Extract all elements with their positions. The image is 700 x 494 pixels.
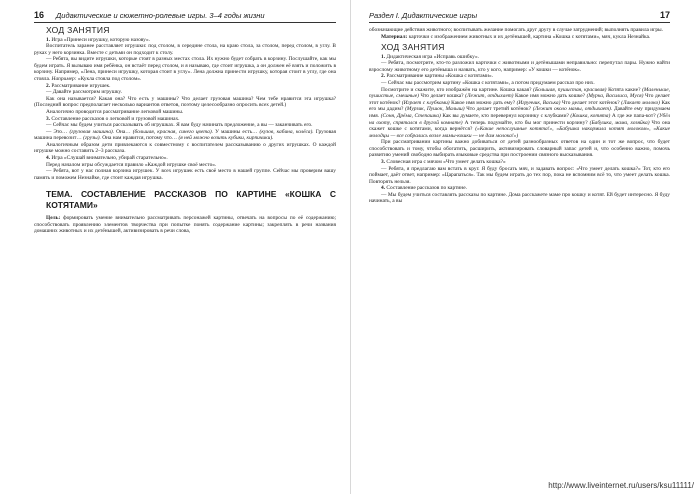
paragraph: — Давайте рассмотрим игрушку.	[46, 89, 122, 96]
paragraph: 2. Рассматривание игрушек.	[46, 82, 111, 89]
paragraph: 1. Игра «Принеси игрушку, которую назову».	[46, 36, 151, 43]
paragraph: — Ребята, вы видите игрушки, которые стоят в разных местах стола. Их нужно будет собрать в корзину. Послушайте, как мы будем играть. Я вызываю имя ребёнка, он встаёт перед столом, и я называю, где стоит игрушка, а он должен её взять и положить в корзину. Например, «Лена, принеси игрушку, которая стоит в углу». Лена должна принести игрушку, которая стоит в углу, где она стояла. Например: «Кукла стояла под столом».	[34, 56, 336, 83]
paragraph: Как она называется? Какая она? Что есть у машины? Что делает грузовая машина? Чем тебе нравится эта игрушка? (Последний вопрос предполагает несколько вариантов ответов, поэтому целесообразно опросить всех детей.)	[34, 95, 336, 109]
watermark-url: http://www.liveinternet.ru/users/ksu11111/	[548, 481, 694, 490]
paragraph: Воспитатель заранее расставляет игрушки: под столом, в середине стола, на краю стола, за столом, перед столом, в углу. В руках у него корзинка. Вместе с детьми он подходит к столу.	[34, 43, 336, 56]
paragraph: — Мы будем учиться составлять рассказы по картине. Дома расскажете маме про кошку и котят. Ей будет интересно. Я буду начинать, а вы	[369, 191, 670, 205]
paragraph: 3. Словесная игра с мячом «Что умеет делать кошка?»	[381, 158, 506, 165]
page-number-right: 17	[659, 10, 670, 20]
running-head-left	[34, 10, 336, 23]
page-number-left: 16	[34, 10, 45, 20]
paragraph: — Это… (грузовая машина). Она… (большая, красная, синего цвета). У машины есть… (кузов, кабина, колёса). Грузовая машина перевозит… (грузы). Она нам нравится, потому что… (я ней можно возить кубики, кирпичики).	[34, 128, 336, 142]
paragraph: — Ребята, посмотрите, кто-то разложил карточки с животными и детёнышами неправильно: перепутал пары. Нужно найти взрослому животному его детёныша и назвать, кто у кого, например: «У кошки — котёнок».	[369, 60, 670, 73]
paragraph: Посмотрите и скажите, кто изображён на картине. Кошка какая? (Большая, пушистая, красивая) Котята какие? (Маленькие, пушистые, смешные) Что делает кошка? (Лежит, отдыхает) Какое имя можно дать кошке? (Мурка, Василиса, Муся) Что делает этот котёнок? (Играет с клубками) Какое имя можно дать ему? (Игрунчик, Васька) Что делает этот котёнок? (Лакает молоко) Как его мы дадим? (Мурзик, Пушок, Малыш) Что делает третий котёнок? (Лежит около мамы, отдыхает). Давайте ему придумаем имя. (Соня, Дрёма, Степашка) Как вы думаете, кто перевернул корзинку с клубками? (Кошка, котята) А где же папа-кот? (Убёл на охоту, спрятался в другой комнате) А теперь подумайте, кто бы мог принести корзину? (Бабушка, мама, хозяйка) Что она скажет кошке с котятами, когда вернётся? («Какие непослушные котята!», «Бабушка накормила котят молоком», «Какие молодцы — все собрались возле мамы-кошки — не дам молока!»)	[369, 86, 670, 139]
paragraph: — Сейчас мы рассмотрим картину «Кошка с котятами», а потом придумаем рассказ про них.	[381, 80, 595, 87]
paragraph: Аналогичным образом дети привлекаются к совместному с воспитателем рассказыванию о других игрушках. О каждой игрушке можно составить 2–3 рассказа.	[34, 141, 336, 155]
paragraph: Цель: формировать умение внимательно рассматривать персонажей картины, отвечать на вопросы по её содержанию; способствовать проявлению элементов творчества при попытке понять содержание картины; закреплять в речи названия домашних животных и их детёнышей, активизировать в речи слова,	[34, 215, 336, 235]
lesson-heading-right: ХОД ЗАНЯТИЯ	[381, 42, 445, 53]
paragraph: 4. Игра «Слушай внимательно, убирай старательно».	[46, 154, 168, 161]
right-page-body	[369, 27, 670, 205]
running-head-title-right: Раздел I. Дидактические игры	[369, 11, 478, 20]
lesson-heading-left: ХОД ЗАНЯТИЯ	[46, 25, 110, 35]
paragraph: Материал: карточки с изображением животных и их детёнышей, картина «Кошка с котятами», мяч, кукла Незнайка.	[381, 33, 651, 40]
paragraph: обозначающие действия животного; воспитывать желание помогать друг другу в случае затруднений; выполнять правила игры.	[369, 27, 664, 33]
paragraph: 1. Дидактическая игра «Исправь ошибку».	[381, 53, 479, 60]
paragraph: Перед началом игры обсуждается правило «Каждой игрушке своё место».	[46, 161, 217, 168]
paragraph: — Ребята, я предлагаю вам встать в круг. Я буду бросать мяч, и задавать вопрос: «Что умеет делать кошка?» Тот, кто его поймает, даёт ответ, например: «Царапаться». Так мы будем играть до тех пор, пока не вспомним всё то, что умеет делать кошка. Повторять нельзя.	[369, 165, 670, 185]
paragraph: 4. Составление рассказов по картине.	[381, 185, 467, 192]
paragraph: — Сейчас мы будем учиться рассказывать об игрушках. Я вам буду начинать предложение, а вы — заканчивать его.	[46, 122, 313, 129]
paragraph: 3. Составление рассказов о легковой и грузовой машинах.	[46, 115, 180, 122]
paragraph: — Ребята, вот у нас полная корзина игрушек. У всех игрушек есть своё место в нашей группе. Сейчас мы проверим вашу память и поможем Незнайке, где стоит каждая игрушка.	[34, 168, 336, 181]
theme-title: ТЕМА. СОСТАВЛЕНИЕ РАССКАЗОВ ПО КАРТИНЕ «КОШКА С КОТЯТАМИ»	[46, 189, 336, 211]
right-page	[350, 0, 700, 494]
left-page-body	[34, 27, 336, 235]
running-head-right	[369, 10, 670, 23]
running-head-title-left: Дидактические и сюжетно-ролевые игры. 3–4 годы жизни	[56, 11, 265, 20]
paragraph: Аналогично проводится рассматривание легковой машины.	[46, 108, 184, 115]
paragraph: 2. Рассматривание картины «Кошка с котятами».	[381, 73, 493, 80]
paragraph: При рассматривании картины важно добиваться от детей разнообразных ответов на один и тот же вопрос, что будет способствовать и тому, чтобы обогатить, расширить, активизировать словарный запас детей и, что особенно важно, помочь развитию умений свободно выбирать языковые средства при построении связного высказывания.	[369, 139, 670, 159]
